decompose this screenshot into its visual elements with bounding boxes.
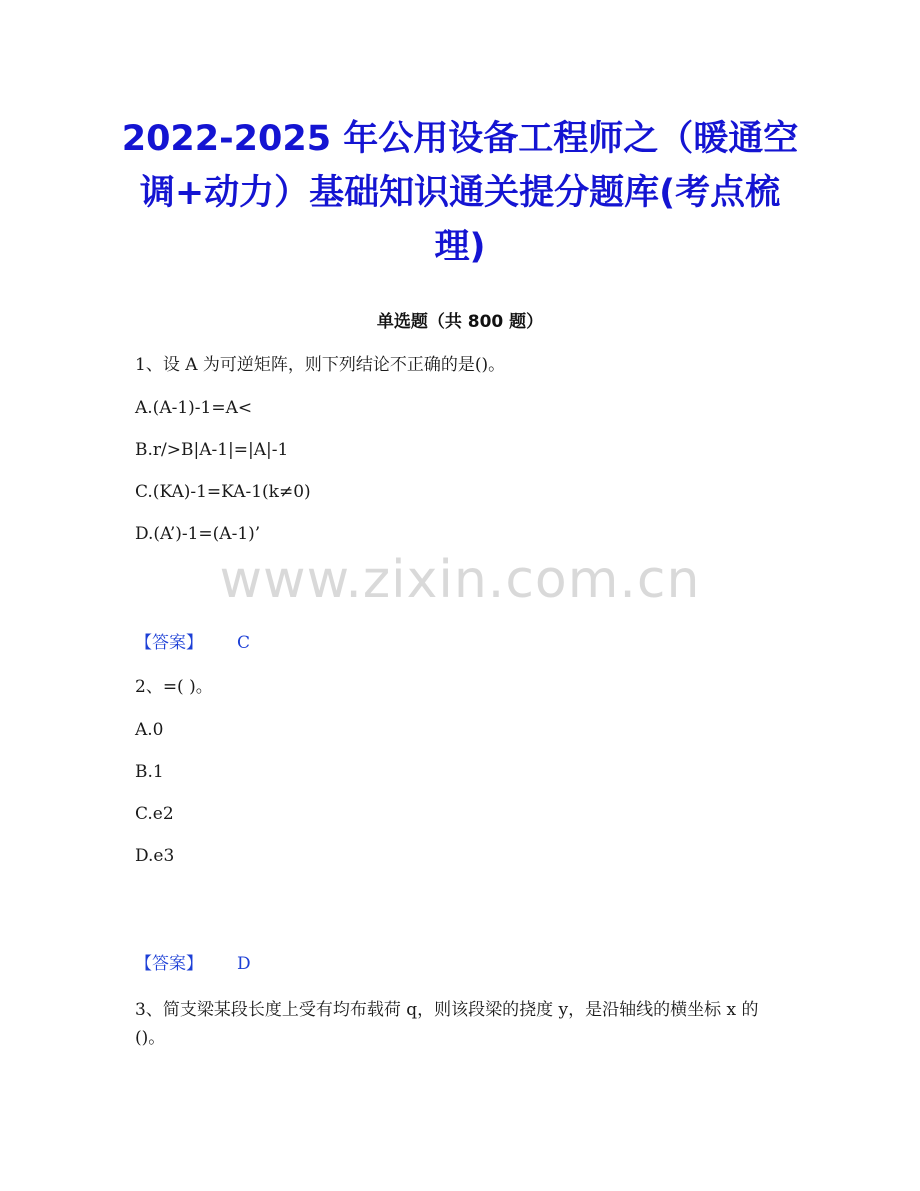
question-2-option-d: D.e3 xyxy=(135,846,175,866)
question-2-stem: 2、=( )。 xyxy=(135,677,213,697)
document-title: 2022-2025 年公用设备工程师之（暖通空调+动力）基础知识通关提分题库(考点梳理) xyxy=(121,119,799,267)
question-2-option-a: A.0 xyxy=(135,720,164,740)
answer-value: C xyxy=(237,633,251,653)
answer-value: D xyxy=(237,954,251,974)
question-1-option-c: C.(KA)-1=KA-1(k≠0) xyxy=(135,482,311,502)
question-1-option-b: B.r/>B|A-1|=|A|-1 xyxy=(135,440,289,460)
section-header: 单选题（共 800 题） xyxy=(376,312,544,332)
answer-tag: 【答案】 xyxy=(135,633,203,653)
question-3-stem: 3、简支梁某段长度上受有均布载荷 q，则该段梁的挠度 y，是沿轴线的横坐标 x 的()。 xyxy=(135,1000,759,1048)
question-1-answer xyxy=(135,630,250,656)
question-1-option-a: A.(A-1)-1=A< xyxy=(135,398,253,418)
question-2-option-c: C.e2 xyxy=(135,804,174,824)
answer-tag: 【答案】 xyxy=(135,954,203,974)
question-1-stem: 1、设 A 为可逆矩阵，则下列结论不正确的是()。 xyxy=(135,355,506,375)
question-2-option-b: B.1 xyxy=(135,762,164,782)
question-2-answer xyxy=(135,951,251,977)
watermark: www.zixin.com.cn xyxy=(219,550,701,610)
question-1-option-d: D.(A’)-1=(A-1)’ xyxy=(135,524,261,544)
